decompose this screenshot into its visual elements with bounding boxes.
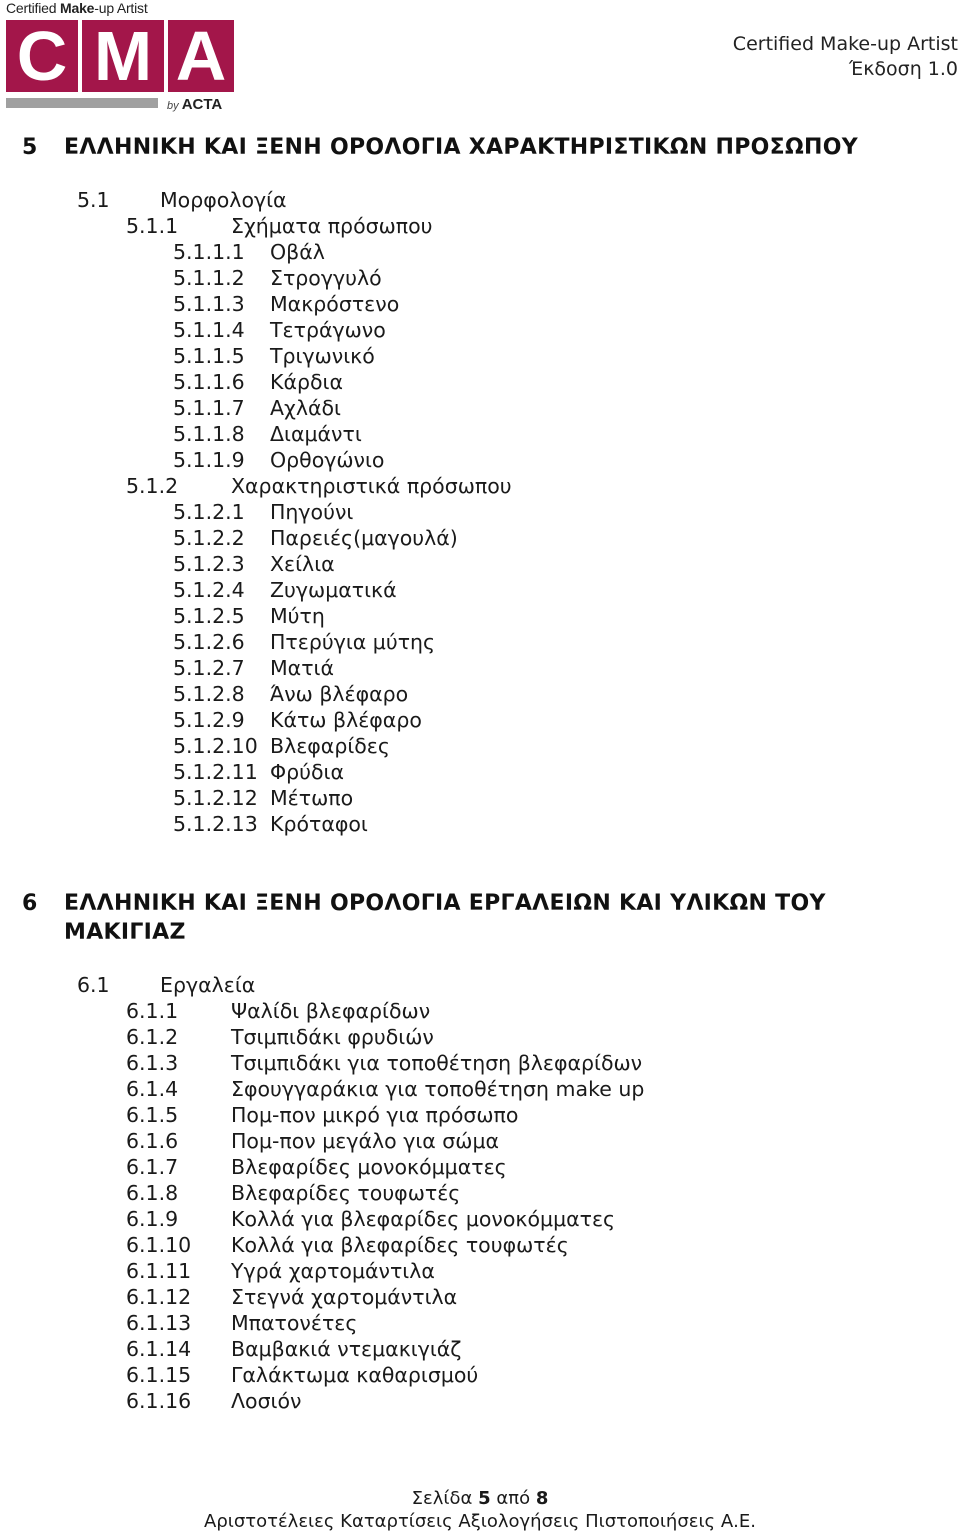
- toc-item-number: 5.1.2: [126, 474, 179, 498]
- toc-item-text: Χαρακτηριστικά πρόσωπου: [231, 474, 512, 498]
- toc-item-number: 5.1.1.7: [173, 396, 245, 420]
- toc-item-text: Άνω βλέφαρο: [270, 682, 409, 706]
- section-number: 6: [22, 891, 38, 916]
- toc-item: [0, 733, 960, 759]
- toc-item: [0, 1024, 960, 1050]
- toc-item-text: Στρογγυλό: [270, 266, 382, 290]
- toc-item-text: Τριγωνικό: [270, 344, 375, 368]
- toc-item: [0, 265, 960, 291]
- toc-item-number: 6.1.15: [126, 1363, 192, 1387]
- toc-item-number: 5.1.1.3: [173, 292, 245, 316]
- toc-item: [0, 1232, 960, 1258]
- section-title-line-1: ΕΛΛΗΝΙΚΗ ΚΑΙ ΞΕΝΗ ΟΡΟΛΟΓΙΑ ΕΡΓΑΛΕΙΩΝ ΚΑΙ ΥΛΙΚΩΝ ΤΟΥ: [64, 891, 826, 916]
- toc-item: [0, 603, 960, 629]
- toc-item-text: Γαλάκτωμα καθαρισμού: [231, 1363, 479, 1387]
- logo-by-text: by: [167, 100, 179, 112]
- toc-item-number: 5.1.1.4: [173, 318, 245, 342]
- toc-item: [0, 1388, 960, 1414]
- toc-item: [0, 1154, 960, 1180]
- section-5-toc: [0, 187, 960, 837]
- toc-item-number: 5.1.2.2: [173, 526, 245, 550]
- toc-item-number: 5.1.1.8: [173, 422, 245, 446]
- toc-item: [0, 317, 960, 343]
- logo-caption-bold: Make: [60, 0, 95, 16]
- section-title-line-2: ΜΑΚΙΓΙΑΖ: [64, 920, 186, 945]
- toc-item-text: Κρόταφοι: [270, 812, 368, 836]
- toc-item: [0, 1284, 960, 1310]
- toc-item: [0, 213, 960, 239]
- toc-item-text: Σφουγγαράκια για τοποθέτηση make up: [231, 1077, 645, 1101]
- toc-item: [0, 759, 960, 785]
- toc-item-text: Μορφολογία: [160, 188, 287, 212]
- toc-item-text: Φρύδια: [270, 760, 345, 784]
- toc-item: [0, 811, 960, 837]
- toc-item: [0, 239, 960, 265]
- document-header: [733, 32, 958, 82]
- toc-item-number: 6.1.9: [126, 1207, 179, 1231]
- toc-item-text: Κάρδια: [270, 370, 343, 394]
- toc-item: [0, 681, 960, 707]
- toc-item: [0, 998, 960, 1024]
- toc-item-number: 5.1.2.5: [173, 604, 245, 628]
- toc-item-number: 5.1.2.9: [173, 708, 245, 732]
- toc-item-number: 6.1.1: [126, 999, 179, 1023]
- toc-item-text: Βλεφαρίδες μονοκόμματες: [231, 1155, 507, 1179]
- toc-item: [0, 1310, 960, 1336]
- toc-item-number: 5.1.1.1: [173, 240, 245, 264]
- logo: [6, 0, 238, 116]
- toc-item: [0, 1128, 960, 1154]
- toc-item-number: 5.1.2.4: [173, 578, 245, 602]
- toc-item-number: 6.1.13: [126, 1311, 192, 1335]
- toc-item-number: 6.1.16: [126, 1389, 192, 1413]
- logo-brand: ACTA: [181, 96, 223, 113]
- toc-item-number: 6.1.4: [126, 1077, 179, 1101]
- toc-item: [0, 1076, 960, 1102]
- toc-item: [0, 1050, 960, 1076]
- section-number: 5: [22, 135, 38, 160]
- page-mid: από: [490, 1488, 536, 1509]
- toc-item-number: 5.1.1.9: [173, 448, 245, 472]
- toc-item-text: Τσιμπιδάκι φρυδιών: [231, 1025, 434, 1049]
- toc-item: [0, 1258, 960, 1284]
- toc-item-text: Πηγούνι: [270, 500, 354, 524]
- toc-item-number: 6.1.8: [126, 1181, 179, 1205]
- logo-caption: [6, 0, 148, 16]
- toc-item-text: Ζυγωματικά: [270, 578, 397, 602]
- toc-item-text: Μύτη: [270, 604, 325, 628]
- toc-item-text: Πομ-πον μεγάλο για σώμα: [231, 1129, 500, 1153]
- logo-letter-a: A: [168, 20, 234, 92]
- toc-item-text: Κολλά για βλεφαρίδες μονοκόμματες: [231, 1207, 616, 1231]
- toc-item-text: Πτερύγια μύτης: [270, 630, 436, 654]
- toc-item-text: Ορθογώνιο: [270, 448, 385, 472]
- toc-item-number: 6.1.2: [126, 1025, 179, 1049]
- toc-item-text: Αχλάδι: [270, 396, 341, 420]
- toc-item: [0, 473, 960, 499]
- logo-caption-prefix: Certified: [6, 0, 61, 16]
- toc-item: [0, 1180, 960, 1206]
- toc-item: [0, 785, 960, 811]
- toc-item: [0, 655, 960, 681]
- toc-item-number: 6.1.6: [126, 1129, 179, 1153]
- section-title: [64, 889, 944, 947]
- toc-item-number: 6.1.10: [126, 1233, 192, 1257]
- toc-item-text: Χείλια: [270, 552, 335, 576]
- document-version: Έκδοση 1.0: [849, 58, 958, 80]
- toc-item: [0, 187, 960, 213]
- page-total: 8: [535, 1488, 549, 1509]
- page-number: [0, 1488, 960, 1509]
- toc-item-text: Λοσιόν: [231, 1389, 302, 1413]
- toc-item: [0, 629, 960, 655]
- toc-item-text: Στεγνά χαρτομάντιλα: [231, 1285, 458, 1309]
- toc-item-number: 5.1: [77, 188, 110, 212]
- toc-item-number: 5.1.2.10: [173, 734, 258, 758]
- logo-letter-c: C: [6, 20, 78, 92]
- toc-item-text: Ματιά: [270, 656, 334, 680]
- toc-item-number: 6.1.7: [126, 1155, 179, 1179]
- toc-item-number: 5.1.2.1: [173, 500, 245, 524]
- toc-item: [0, 707, 960, 733]
- company-name: Αριστοτέλειες Καταρτίσεις Αξιολογήσεις Πιστοποιήσεις Α.Ε.: [204, 1511, 756, 1532]
- toc-item-number: 5.1.2.7: [173, 656, 245, 680]
- toc-item-text: Μακρόστενο: [270, 292, 400, 316]
- toc-item-number: 5.1.2.3: [173, 552, 245, 576]
- toc-item: [0, 972, 960, 998]
- logo-caption-suffix: -up Artist: [94, 0, 148, 16]
- toc-item: [0, 499, 960, 525]
- toc-item-text: Βλεφαρίδες τουφωτές: [231, 1181, 461, 1205]
- toc-item-number: 5.1.2.11: [173, 760, 258, 784]
- toc-item: [0, 551, 960, 577]
- toc-item-text: Κολλά για βλεφαρίδες τουφωτές: [231, 1233, 569, 1257]
- toc-item-text: Πομ-πον μικρό για πρόσωπο: [231, 1103, 519, 1127]
- toc-item-text: Βλεφαρίδες: [270, 734, 390, 758]
- toc-item-text: Οβάλ: [270, 240, 325, 264]
- toc-item: [0, 421, 960, 447]
- toc-item-number: 5.1.1.6: [173, 370, 245, 394]
- toc-item-text: Διαμάντι: [270, 422, 362, 446]
- toc-item-text: Βαμβακιά ντεμακιγιάζ: [231, 1337, 462, 1361]
- toc-item-number: 6.1.11: [126, 1259, 192, 1283]
- toc-item: [0, 291, 960, 317]
- toc-item-number: 5.1.1.2: [173, 266, 245, 290]
- toc-item: [0, 1102, 960, 1128]
- toc-item-number: 5.1.2.13: [173, 812, 258, 836]
- document-title: Certified Make-up Artist: [732, 33, 958, 55]
- toc-item-text: Σχήματα πρόσωπου: [231, 214, 433, 238]
- toc-item-number: 6.1.12: [126, 1285, 192, 1309]
- toc-item-number: 6.1.3: [126, 1051, 179, 1075]
- toc-item: [0, 1206, 960, 1232]
- section-6-toc: [0, 972, 960, 1414]
- toc-item: [0, 447, 960, 473]
- toc-item-text: Μπατονέτες: [231, 1311, 358, 1335]
- toc-item-text: Υγρά χαρτομάντιλα: [231, 1259, 435, 1283]
- toc-item-number: 5.1.1: [126, 214, 179, 238]
- toc-item-number: 6.1.14: [126, 1337, 192, 1361]
- logo-by: [167, 96, 222, 113]
- toc-item-number: 5.1.2.12: [173, 786, 258, 810]
- toc-item: [0, 369, 960, 395]
- toc-item-number: 5.1.1.5: [173, 344, 245, 368]
- toc-item-text: Ψαλίδι βλεφαρίδων: [231, 999, 431, 1023]
- toc-item-text: Παρειές(μαγουλά): [270, 526, 458, 550]
- page-current: 5: [478, 1488, 491, 1509]
- section-title: ΕΛΛΗΝΙΚΗ ΚΑΙ ΞΕΝΗ ΟΡΟΛΟΓΙΑ ΧΑΡΑΚΤΗΡΙΣΤΙΚΩΝ ΠΡΟΣΩΠΟΥ: [64, 135, 858, 160]
- toc-item: [0, 525, 960, 551]
- toc-item: [0, 1336, 960, 1362]
- toc-item-text: Κάτω βλέφαρο: [270, 708, 422, 732]
- toc-item: [0, 577, 960, 603]
- toc-item-text: Εργαλεία: [160, 973, 256, 997]
- toc-item-text: Τετράγωνο: [270, 318, 386, 342]
- logo-letter-m: M: [82, 20, 164, 92]
- toc-item-number: 6.1: [77, 973, 110, 997]
- toc-item-number: 5.1.2.8: [173, 682, 245, 706]
- logo-bar: [6, 98, 158, 108]
- page-prefix: Σελίδα: [411, 1488, 479, 1509]
- toc-item: [0, 1362, 960, 1388]
- toc-item-text: Τσιμπιδάκι για τοποθέτηση βλεφαρίδων: [231, 1051, 643, 1075]
- toc-item-number: 5.1.2.6: [173, 630, 245, 654]
- toc-item-text: Μέτωπο: [270, 786, 354, 810]
- toc-item: [0, 343, 960, 369]
- toc-item: [0, 395, 960, 421]
- toc-item-number: 6.1.5: [126, 1103, 179, 1127]
- logo-letters: [6, 17, 234, 95]
